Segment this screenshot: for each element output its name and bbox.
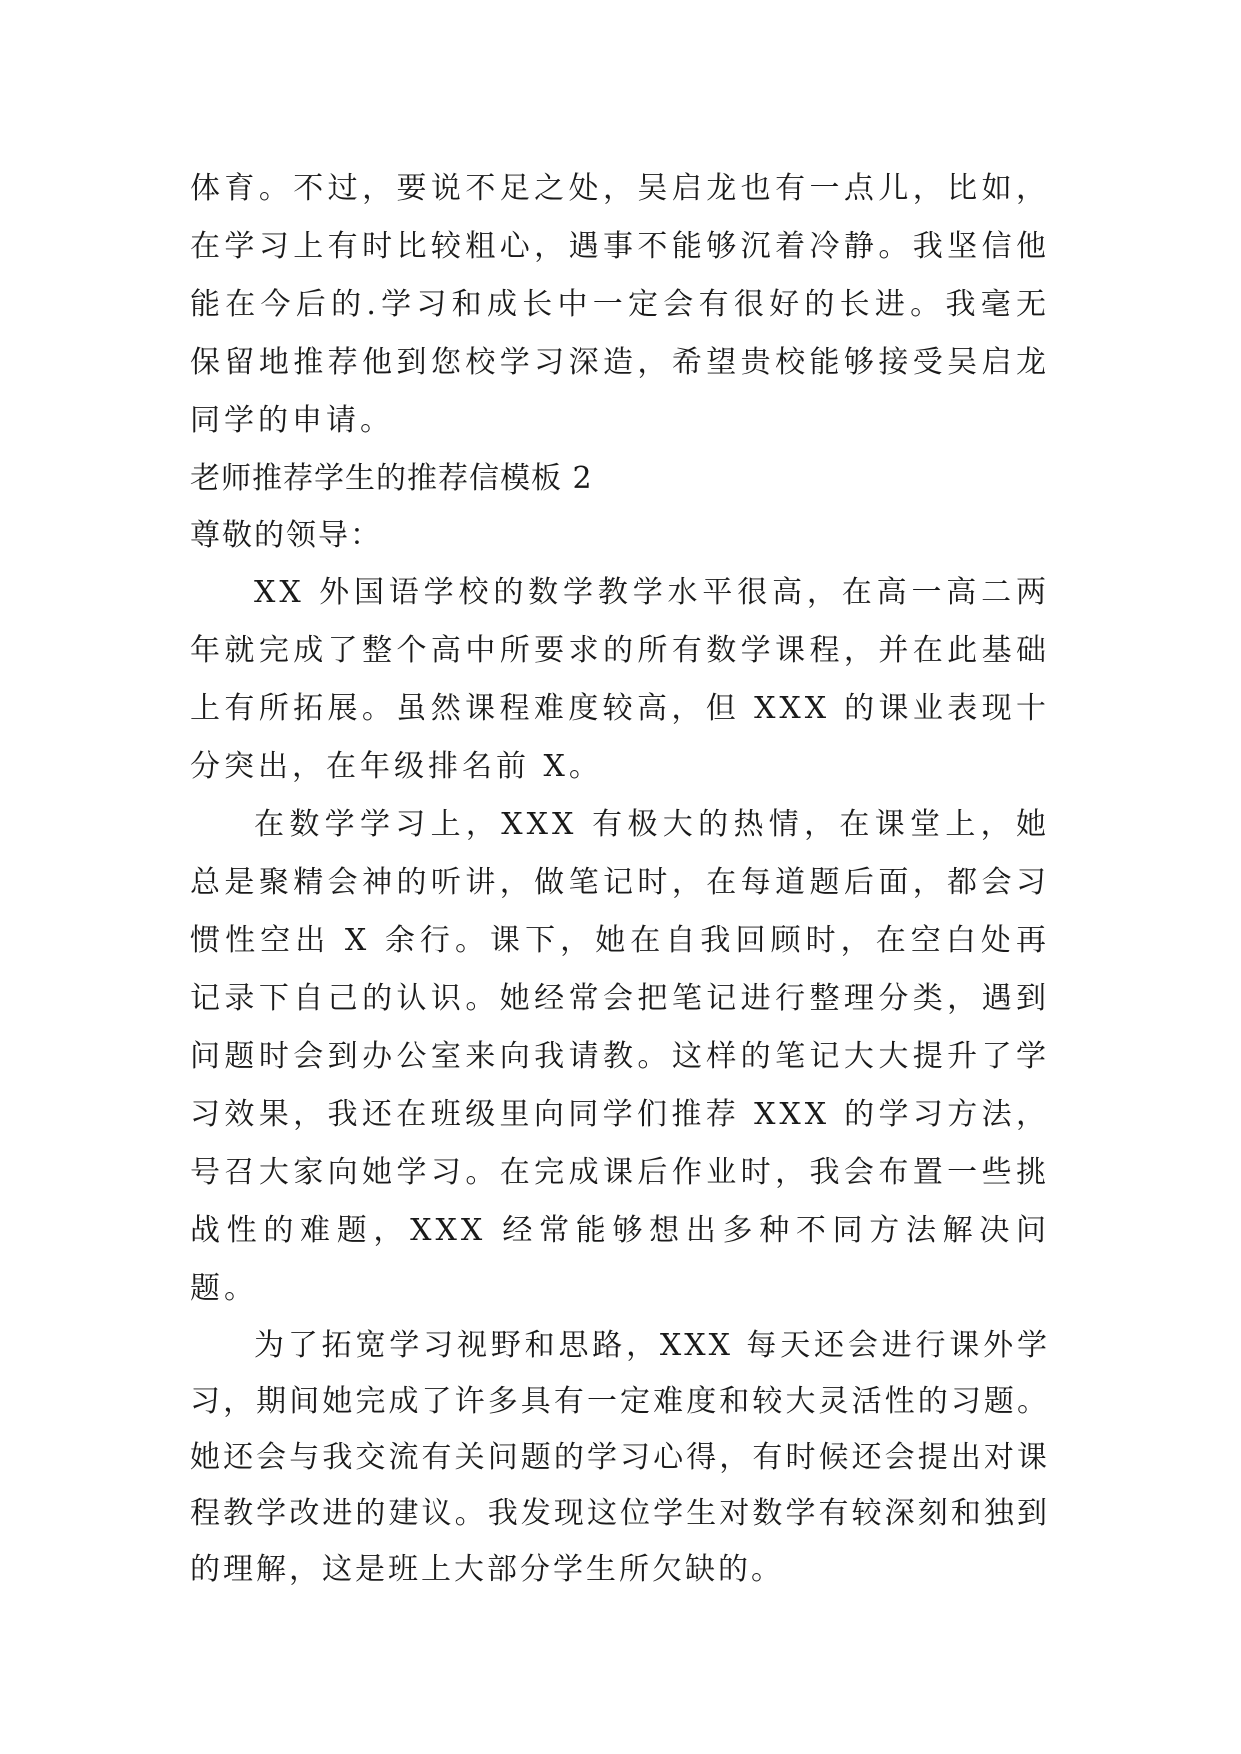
- continuation-paragraph: 体育。不过，要说不足之处，吴启龙也有一点儿，比如，在学习上有时比较粗心，遇事不能够沉着冷静。我坚信他能在今后的.学习和成长中一定会有很好的长进。我毫无保留地推荐他到您校学习深造，希望贵校能够接受吴启龙同学的申请。: [190, 171, 1050, 438]
- body-paragraph-3: 为了拓宽学习视野和思路，XXX 每天还会进行课外学习，期间她完成了许多具有一定难度和较大灵活性的习题。她还会与我交流有关问题的学习心得，有时候还会提出对课程教学改进的建议。我发现这位学生对数学有较深刻和独到的理解，这是班上大部分学生所欠缺的。: [190, 1328, 1050, 1587]
- letter-heading: 老师推荐学生的推荐信模板 2: [190, 461, 593, 496]
- body-paragraph-1: XX 外国语学校的数学教学水平很高，在高一高二两年就完成了整个高中所要求的所有数学课程，并在此基础上有所拓展。虽然课程难度较高，但 XXX 的课业表现十分突出，在年级排名前 X。: [190, 575, 1050, 784]
- body-paragraph-2: 在数学学习上，XXX 有极大的热情，在课堂上，她总是聚精会神的听讲，做笔记时，在每道题后面，都会习惯性空出 X 余行。课下，她在自我回顾时，在空白处再记录下自己的认识。她经常会把笔记进行整理分类，遇到问题时会到办公室来向我请教。这样的笔记大大提升了学习效果，我还在班级里向同学们推荐 XXX 的学习方法，号召大家向她学习。在完成课后作业时，我会布置一些挑战性的难题，XXX 经常能够想出多种不同方法解决问题。: [190, 807, 1050, 1306]
- letter-salutation: 尊敬的领导：: [190, 518, 382, 553]
- document-body: [190, 160, 1050, 1598]
